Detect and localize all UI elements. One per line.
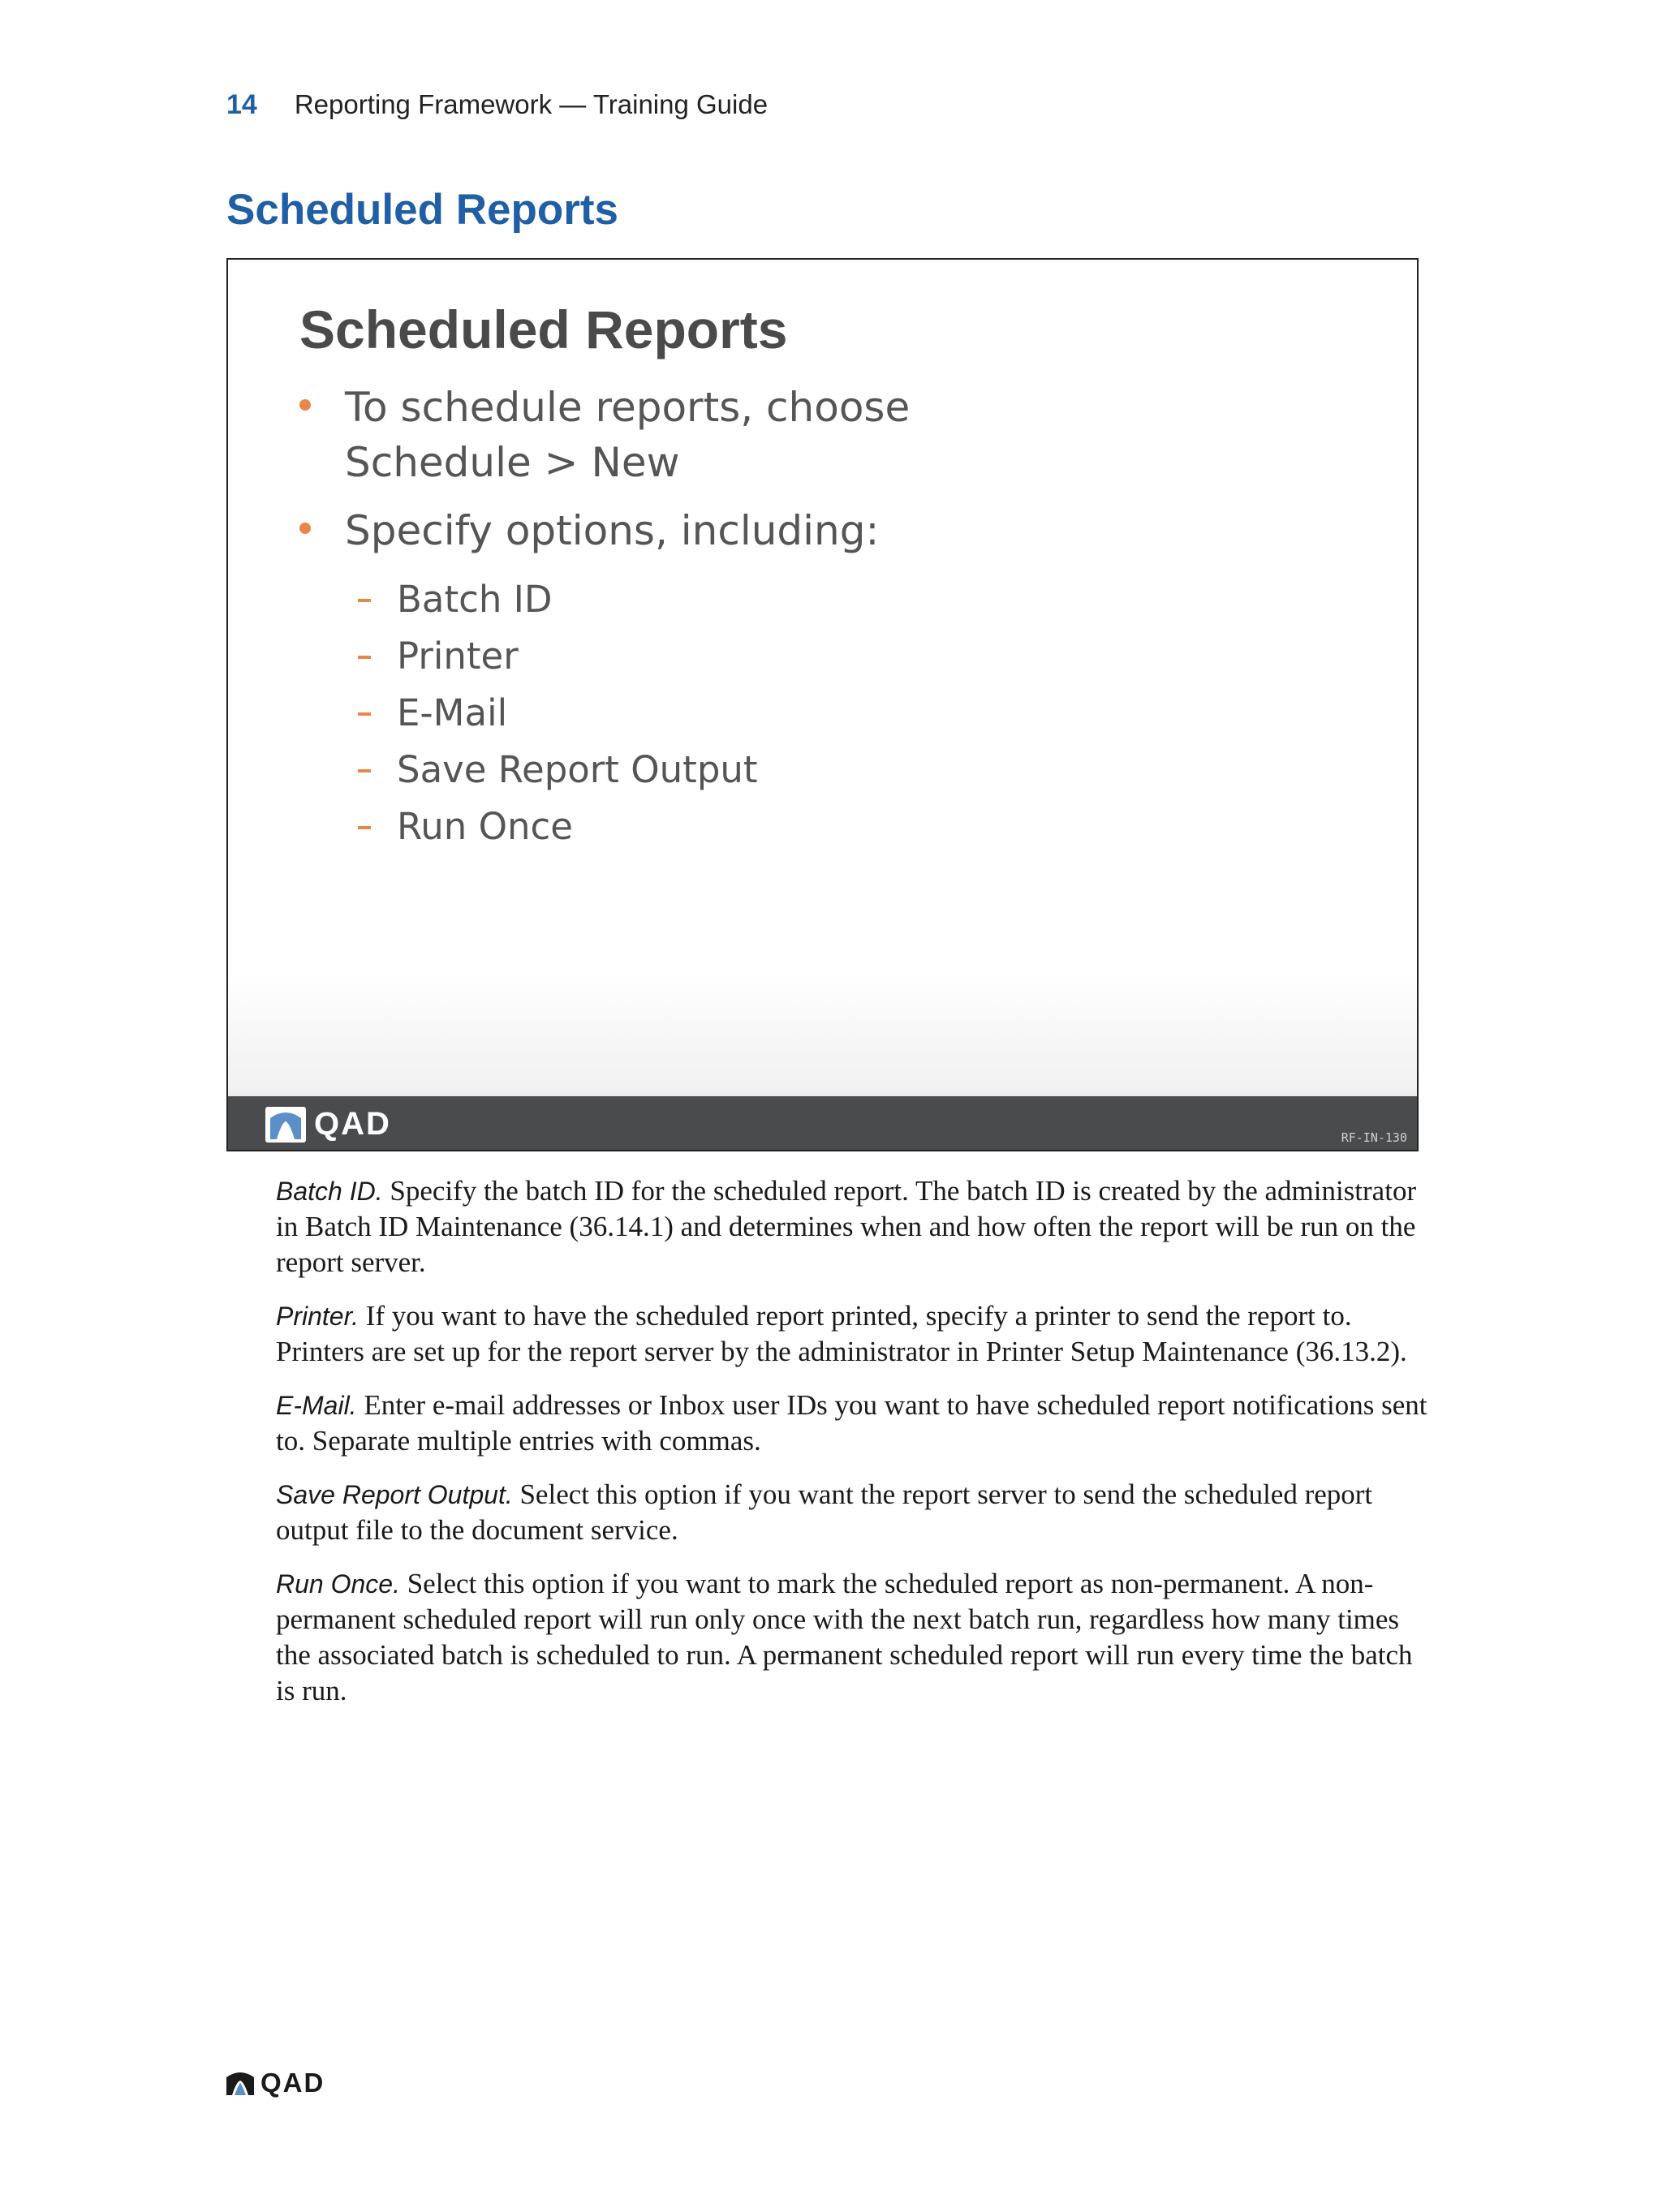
option-term: E-Mail.: [276, 1391, 357, 1420]
option-term: Printer.: [276, 1302, 359, 1331]
slide-bullet-text: Specify options, including:: [345, 507, 880, 554]
slide-bullet-list: [228, 380, 1417, 855]
option-text: If you want to have the scheduled report printed, specify a printer to send the report to. Printers are set up for the report server by the administrator in Printer Setup Maintenance (36.13.2).: [276, 1300, 1407, 1367]
slide-sub-bullet-text: Run Once: [397, 805, 573, 848]
slide-sub-bullet-text: E-Mail: [397, 691, 508, 734]
page-logo-text: QAD: [260, 2068, 325, 2098]
option-text: Enter e-mail addresses or Inbox user IDs you want to have scheduled report notifications sent to. Separate multiple entries with commas.: [276, 1389, 1427, 1457]
option-text: Specify the batch ID for the scheduled report. The batch ID is created by the administrator in Batch ID Maintenance (36.14.1) and determines when and how often the report will be run on the report server.: [276, 1175, 1417, 1278]
option-text: Select this option if you want the report server to send the scheduled report output file to the document service.: [276, 1478, 1373, 1546]
slide-sub-bullet-list: [228, 571, 1417, 855]
body-content: [276, 1173, 1428, 1727]
slide-title: Scheduled Reports: [299, 299, 788, 359]
bullet-dot-icon: [299, 399, 311, 411]
dash-icon: [358, 599, 371, 602]
dash-icon: [358, 712, 371, 716]
slide-logo-text: QAD: [314, 1106, 391, 1142]
slide-bullet: [228, 380, 945, 490]
option-description: [276, 1173, 1428, 1280]
slide-sub-bullet-text: Batch ID: [397, 578, 553, 621]
qad-logo-icon: [225, 2069, 256, 2097]
dash-icon: [358, 656, 371, 659]
option-term: Run Once.: [276, 1569, 400, 1599]
option-description: [276, 1298, 1428, 1370]
running-header: [226, 89, 768, 130]
qad-logo-icon: [265, 1107, 306, 1143]
option-description: [276, 1477, 1428, 1548]
slide-sub-bullet: [228, 685, 1417, 742]
slide-bullet: [228, 503, 945, 558]
header-title: Reporting Framework — Training Guide: [294, 89, 769, 119]
page-footer-logo: [225, 2068, 325, 2098]
section-title: Scheduled Reports: [226, 186, 618, 234]
slide-sub-bullet: [228, 742, 1417, 798]
slide-footer-bar: [228, 1096, 1417, 1150]
slide-sub-bullet: [228, 571, 1417, 628]
option-description: [276, 1388, 1428, 1459]
page-number: 14: [226, 89, 257, 120]
bullet-dot-icon: [299, 523, 311, 534]
slide-bullet-text: To schedule reports, choose Schedule > New: [345, 384, 911, 486]
slide-logo: [265, 1106, 391, 1143]
dash-icon: [358, 826, 371, 829]
slide-sub-bullet: [228, 798, 1417, 855]
slide-code: RF-IN-130: [1341, 1130, 1407, 1145]
option-term: Save Report Output.: [276, 1480, 513, 1509]
dash-icon: [358, 769, 371, 772]
option-description: [276, 1566, 1428, 1709]
slide-image: [226, 258, 1419, 1151]
slide-sub-bullet-text: Printer: [397, 635, 519, 678]
option-text: Select this option if you want to mark the scheduled report as non-permanent. A non-permanent scheduled report will run only once with the next batch run, regardless how many times the associated batch is scheduled to run. A permanent scheduled report will run every time the batch is run.: [276, 1568, 1413, 1706]
slide-sub-bullet: [228, 628, 1417, 685]
slide-sub-bullet-text: Save Report Output: [397, 748, 758, 791]
option-term: Batch ID.: [276, 1177, 383, 1206]
